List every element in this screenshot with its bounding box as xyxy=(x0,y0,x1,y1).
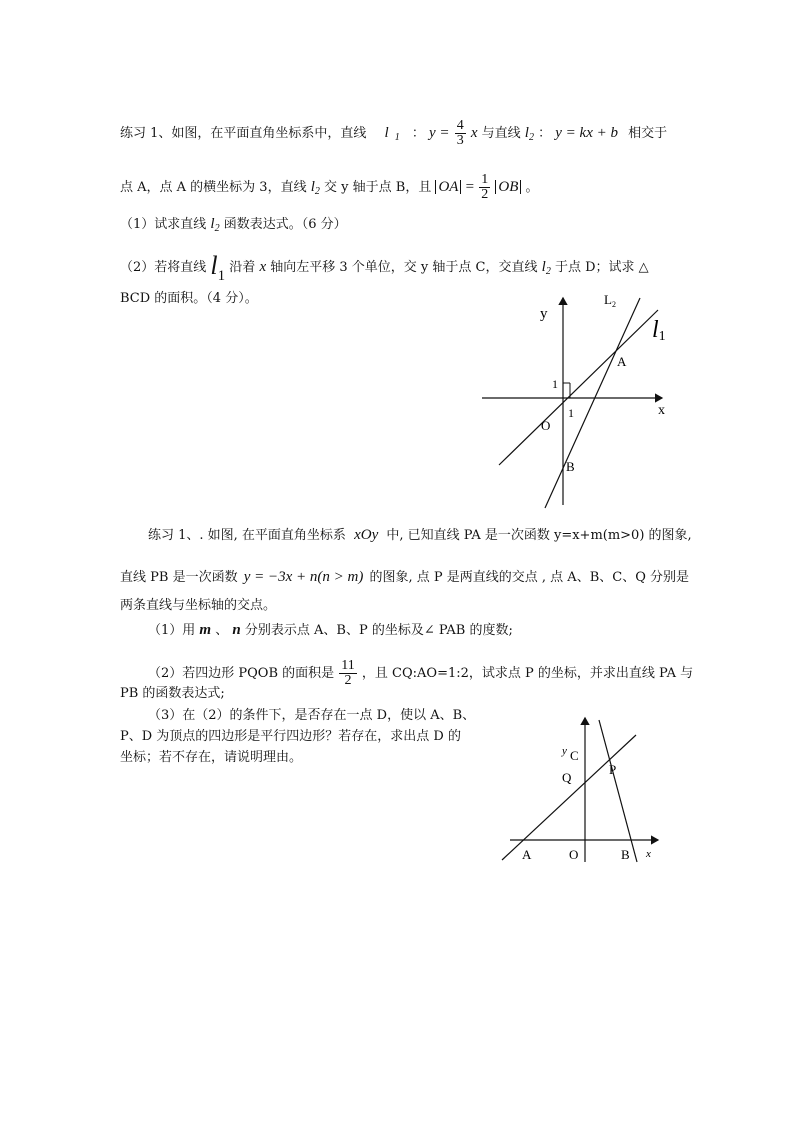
ex1-text-intersect: 相交于 xyxy=(628,126,668,141)
period: 。 xyxy=(525,180,539,195)
ex1-point-a-text: 点 A，点 A 的横坐标为 3，直线 xyxy=(120,180,307,195)
fraction-4-3: $\frac{4}{3}$ xyxy=(456,118,464,148)
ex2-line-1 xyxy=(148,527,692,544)
q2-text-c: 轴向左平移 3 个单位，交 y 轴于点 C，交直线 xyxy=(270,260,538,275)
q2-text-a: （2）若将直线 xyxy=(120,260,207,275)
ex2-question-3-line-1 xyxy=(148,708,475,724)
label-l1: l1 xyxy=(652,317,666,344)
line-l2 xyxy=(545,298,640,508)
q2-text-b: 沿着 xyxy=(229,260,256,275)
ex1-question-2-cont xyxy=(120,291,258,307)
abs-ob: OB xyxy=(495,179,521,195)
ex1-intro-text: 练习 1、如图，在平面直角坐标系中，直线 xyxy=(120,126,367,141)
ex2-question-2 xyxy=(148,659,693,688)
figure-1 xyxy=(470,290,680,510)
ex2-intro-text-b: 中, 已知直线 PA 是一次函数 y=x+m(m>0) 的图象, xyxy=(386,528,692,543)
q1-text-b: 函数表达式。（6 分） xyxy=(223,217,347,232)
label-x: x xyxy=(646,848,651,860)
label-C: C xyxy=(570,748,579,763)
eq-pb: y = −3x + n(n > m) xyxy=(243,569,364,585)
ex2-q2-text-a: （2）若四边形 PQOB 的面积是 xyxy=(148,666,335,681)
ex1-question-1 xyxy=(120,216,347,237)
l2-symbol-4: $l_2$ xyxy=(541,259,551,277)
ex2-q2-text-b: ，且 CQ:AO=1:2，试求点 P 的坐标，并求出直线 PA 与 xyxy=(361,666,694,681)
q2-text-d: 于点 D；试求 △ xyxy=(554,260,649,275)
ex2-line-2 xyxy=(120,569,689,586)
colon: ： xyxy=(411,126,425,141)
ex2-q2-text-c: PB 的函数表达式; xyxy=(120,686,225,701)
eq1-var: x xyxy=(470,125,478,141)
ex2-intersections-text: 两条直线与坐标轴的交点。 xyxy=(120,598,277,613)
ex2-q3-text-c: 坐标；若不存在，请说明理由。 xyxy=(120,750,303,765)
ex2-q3-text-a: （3）在（2）的条件下，是否存在一点 D，使以 A、B、 xyxy=(148,708,476,723)
label-Q: Q xyxy=(562,770,572,785)
ex1-question-2 xyxy=(120,251,649,285)
q2-text-e: BCD 的面积。（4 分）。 xyxy=(120,291,258,306)
ex2-question-3-line-3 xyxy=(120,750,302,766)
sep: 、 xyxy=(215,623,229,638)
label-B: B xyxy=(621,847,630,862)
abs-oa: OA xyxy=(435,179,461,195)
line-pb xyxy=(599,720,637,862)
label-y: y xyxy=(540,306,548,322)
line-pa xyxy=(502,735,636,860)
ex1-point-b-text: 交 y 轴于点 B，且 xyxy=(324,180,432,195)
label-x: x xyxy=(658,403,665,418)
l1-symbol: l $_1$ xyxy=(384,125,400,143)
label-A: A xyxy=(522,847,532,862)
ex1-line-1 xyxy=(120,119,667,148)
ex2-question-3-line-2 xyxy=(120,729,461,745)
var-m: m xyxy=(199,622,212,638)
ex2-q1-text-a: （1）用 xyxy=(148,623,196,638)
l2-symbol-2: $l_2$ xyxy=(310,179,320,197)
eq1-lhs: y = xyxy=(429,125,450,141)
ex2-pb-text-b: 的图象, 点 P 是两直线的交点 , 点 A、B、C、Q 分别是 xyxy=(369,570,689,585)
label-L2: $L_2$ xyxy=(604,292,616,309)
ex2-line-3 xyxy=(120,598,276,614)
fraction-11-2: $\frac{11}{2}$ xyxy=(341,658,355,688)
label-A: A xyxy=(617,354,627,369)
label-P: P xyxy=(609,762,617,777)
label-y: y xyxy=(562,745,567,757)
ex2-intro-text: 练习 1、. 如图, 在平面直角坐标系 xyxy=(148,528,346,543)
var-n: n xyxy=(232,622,241,638)
eq2: y = kx + b xyxy=(555,125,618,141)
tick-label-y: 1 xyxy=(552,377,558,391)
ex1-text-and-line: 与直线 xyxy=(481,126,521,141)
label-O: O xyxy=(569,847,579,862)
q1-text-a: （1）试求直线 xyxy=(120,217,207,232)
figure-2 xyxy=(495,710,670,870)
colon2: ： xyxy=(538,126,552,141)
ex2-question-1 xyxy=(148,622,513,639)
label-O: O xyxy=(541,418,551,433)
l2-symbol-3: $l_2$ xyxy=(210,216,220,234)
equals: = xyxy=(465,179,475,195)
q2-x: x xyxy=(259,259,267,275)
tick-label-x: 1 xyxy=(568,406,574,420)
fraction-half: $\frac{1}{2}$ xyxy=(481,172,489,202)
l2-symbol: $l_2$ xyxy=(524,125,534,143)
line-l1 xyxy=(499,310,658,465)
ex2-question-2-cont xyxy=(120,686,225,702)
l1-big-symbol: $l_1$ xyxy=(210,251,226,285)
xoy-symbol: xOy xyxy=(354,527,379,543)
ex1-line-2 xyxy=(120,173,539,202)
label-B: B xyxy=(566,459,575,474)
ex2-q3-text-b: P、D 为顶点的四边形是平行四边形？若存在，求出点 D 的 xyxy=(120,729,461,744)
ex2-pb-text: 直线 PB 是一次函数 xyxy=(120,570,238,585)
ex2-q1-text-b: 分别表示点 A、B、P 的坐标及∠ PAB 的度数; xyxy=(244,623,513,638)
